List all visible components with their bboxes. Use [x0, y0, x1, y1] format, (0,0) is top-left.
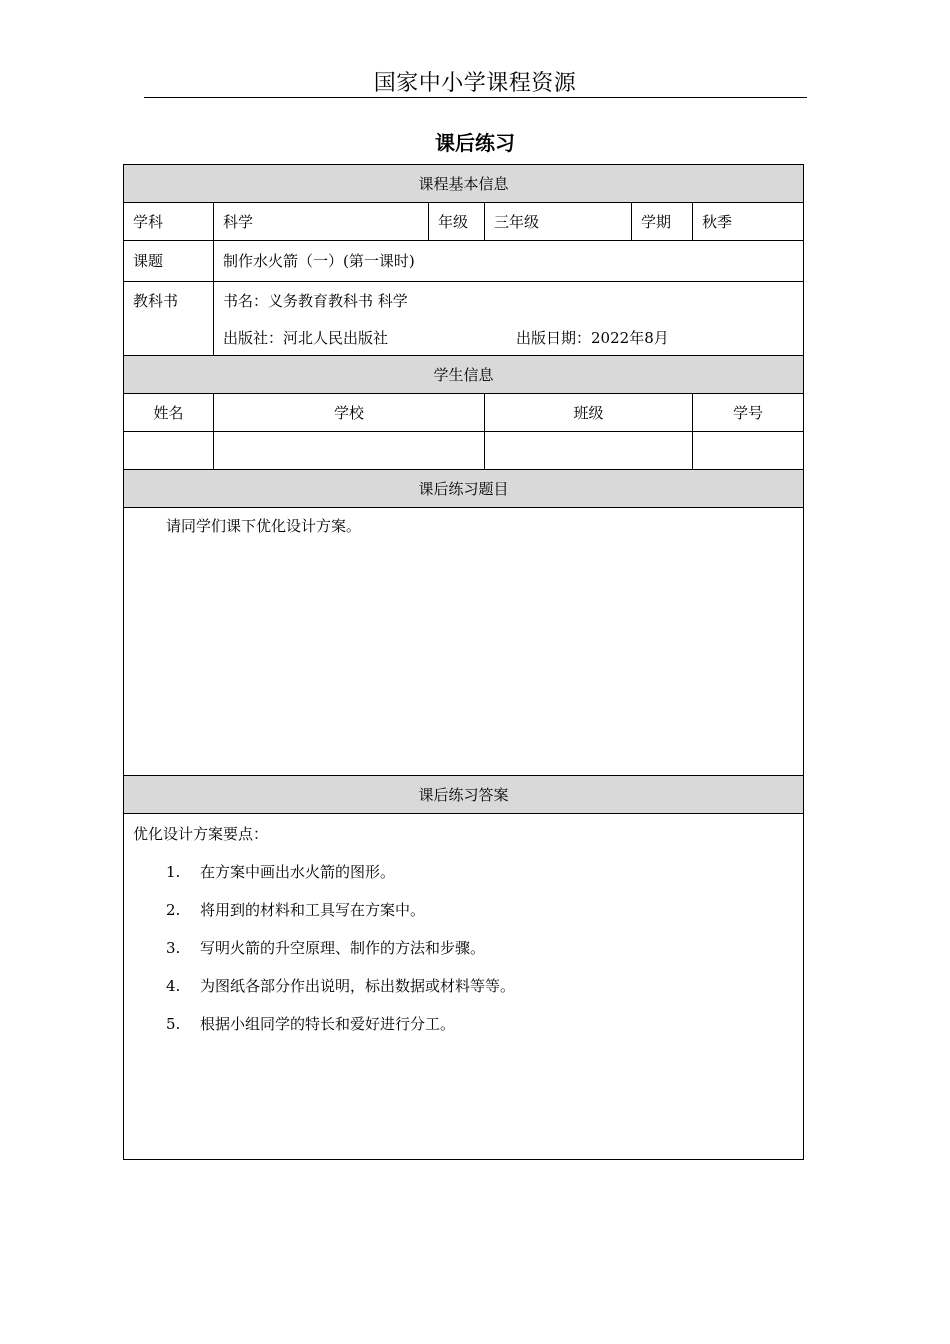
answer-item	[133, 938, 794, 958]
student-school-field[interactable]	[214, 432, 485, 470]
answer-content-row	[124, 814, 804, 1160]
document-title: 课后练习	[435, 131, 515, 155]
header-divider	[144, 97, 807, 98]
textbook-details	[214, 282, 804, 356]
header-title: 国家中小学课程资源	[373, 71, 577, 96]
student-info-section-title: 学生信息	[124, 356, 804, 394]
grade-value: 三年级	[485, 203, 632, 241]
basic-info-section-title: 课程基本信息	[124, 165, 804, 203]
student-info-header-row	[124, 356, 804, 394]
answer-intro: 优化设计方案要点：	[133, 825, 269, 843]
student-name-field[interactable]	[124, 432, 214, 470]
exercise-sheet-table	[123, 164, 804, 1160]
answer-item-number: 5.	[166, 1015, 181, 1033]
basic-info-header-row	[124, 165, 804, 203]
term-value: 秋季	[693, 203, 804, 241]
answer-list	[133, 862, 794, 1034]
answer-item-number: 2.	[166, 901, 181, 919]
student-id-field[interactable]	[693, 432, 804, 470]
student-class-header: 班级	[485, 394, 693, 432]
answer-item	[133, 1014, 794, 1034]
answer-header-row	[124, 776, 804, 814]
publication-line	[223, 328, 794, 348]
exercise-content-row	[124, 508, 804, 776]
textbook-name: 书名：义务教育教科书 科学	[223, 292, 408, 310]
answer-item-text: 将用到的材料和工具写在方案中。	[200, 901, 426, 919]
publish-date: 出版日期：2022年8月	[516, 329, 669, 347]
answer-section-title: 课后练习答案	[124, 776, 804, 814]
exercise-header-row	[124, 470, 804, 508]
answer-item	[133, 900, 794, 920]
exercise-content: 请同学们课下优化设计方案。	[124, 508, 804, 776]
grade-label: 年级	[429, 203, 485, 241]
term-label: 学期	[632, 203, 693, 241]
student-info-columns-row	[124, 394, 804, 432]
answer-item-text: 为图纸各部分作出说明，标出数据或材料等等。	[200, 977, 516, 995]
answer-content	[124, 814, 804, 1160]
answer-item-number: 4.	[166, 977, 181, 995]
answer-item-text: 写明火箭的升空原理、制作的方法和步骤。	[200, 939, 486, 957]
answer-item	[133, 976, 794, 996]
answer-item-text: 在方案中画出水火箭的图形。	[200, 863, 396, 881]
exercise-section-title: 课后练习题目	[124, 470, 804, 508]
answer-item-number: 1.	[166, 863, 181, 881]
subject-value: 科学	[214, 203, 429, 241]
answer-item-number: 3.	[166, 939, 181, 957]
topic-row	[124, 241, 804, 282]
answer-item	[133, 862, 794, 882]
textbook-row	[124, 282, 804, 356]
publisher: 出版社：河北人民出版社	[223, 329, 389, 347]
subject-label: 学科	[124, 203, 214, 241]
subject-row	[124, 203, 804, 241]
student-school-header: 学校	[214, 394, 485, 432]
topic-label: 课题	[124, 241, 214, 282]
student-info-values-row	[124, 432, 804, 470]
topic-value: 制作水火箭（一）(第一课时)	[214, 241, 804, 282]
student-id-header: 学号	[693, 394, 804, 432]
student-class-field[interactable]	[485, 432, 693, 470]
textbook-label: 教科书	[124, 282, 214, 356]
answer-item-text: 根据小组同学的特长和爱好进行分工。	[200, 1015, 456, 1033]
student-name-header: 姓名	[124, 394, 214, 432]
